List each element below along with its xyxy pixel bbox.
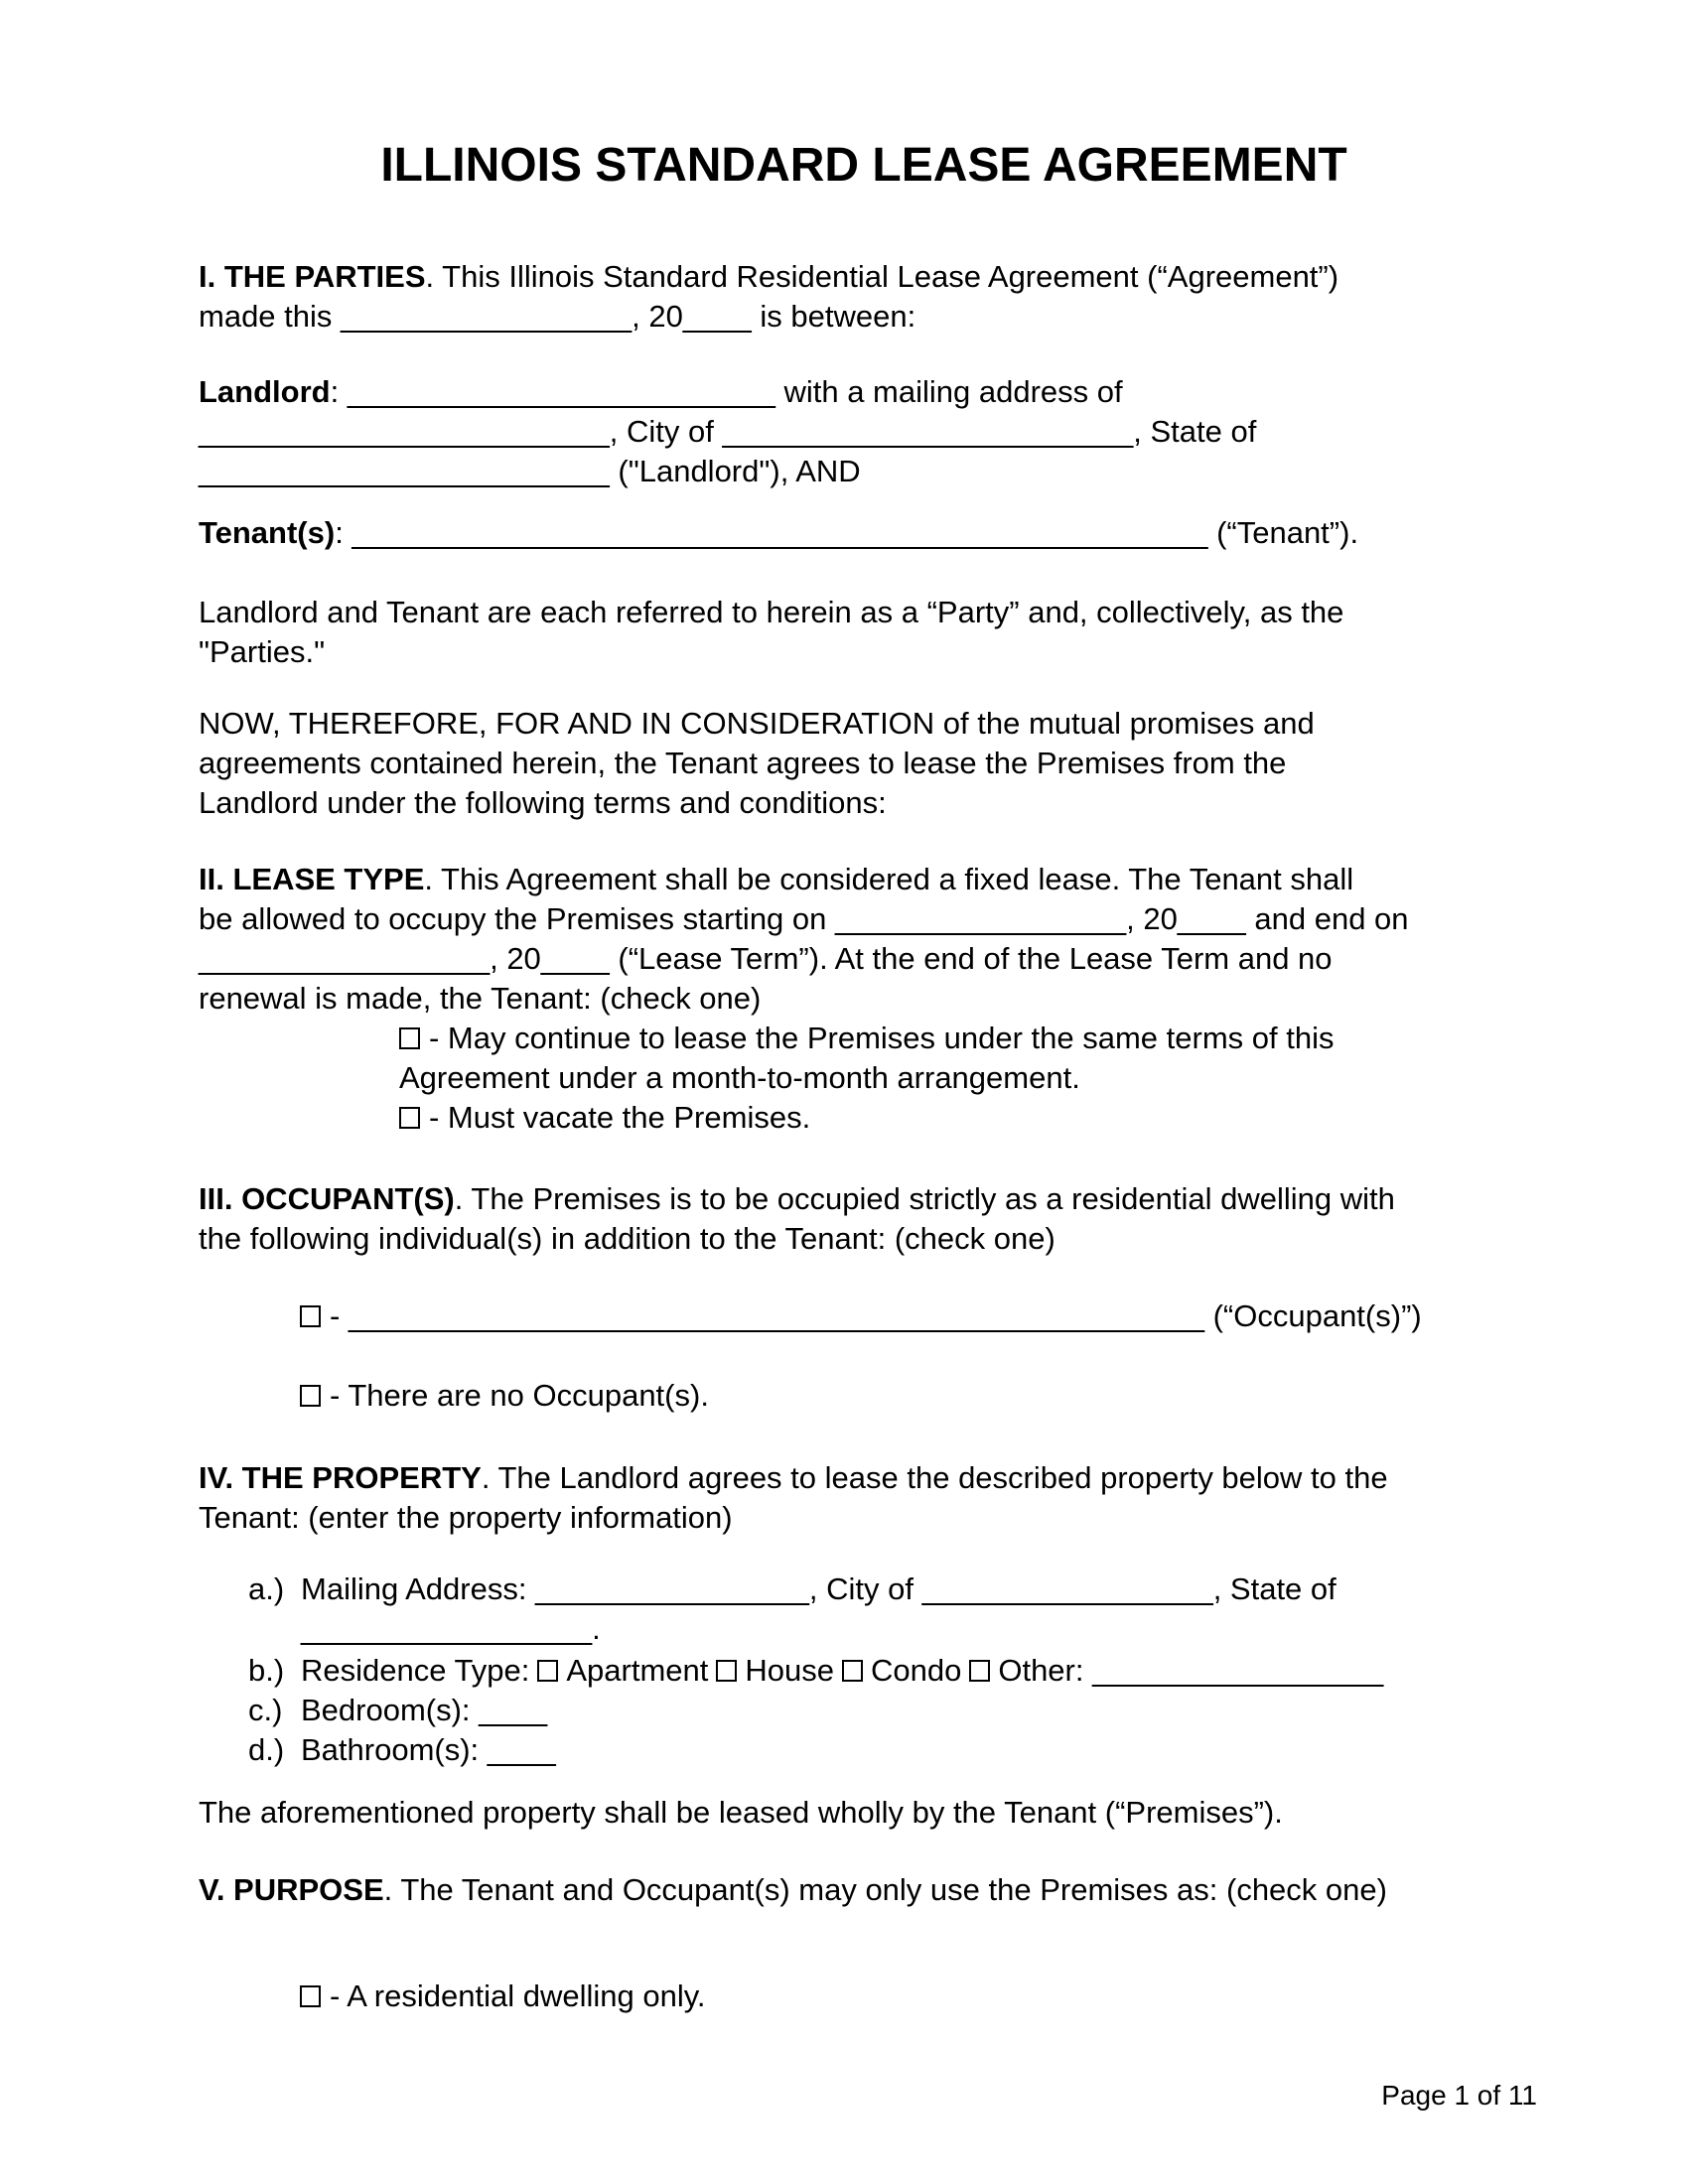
referred-clause: Landlord and Tenant are each referred to herein as a “Party” and, collectively, as the "Parties." <box>199 595 1344 669</box>
section-occupants-line-1: III. OCCUPANT(S). The Premises is to be occupied strictly as a residential dwelling with <box>199 1181 1395 1216</box>
section-parties-line-2: made this _________________, 20____ is between: <box>199 299 916 334</box>
landlord-line-2: ________________________, City of ________________________, State of <box>199 414 1257 449</box>
section-lease-type-line-1: II. LEASE TYPE. This Agreement shall be considered a fixed lease. The Tenant shall <box>199 862 1354 896</box>
property-item-mailing-address-cont: _________________. <box>301 1611 601 1646</box>
section-property: IV. THE PROPERTY. The Landlord agrees to lease the described property below to the Tenant: (enter the property information) <box>199 1458 1529 1538</box>
no-occupants-checkbox[interactable] <box>300 1385 321 1407</box>
page-number: Page 1 of 11 <box>1381 2080 1537 2111</box>
section-parties-line-1: I. THE PARTIES. This Illinois Standard Residential Lease Agreement (“Agreement”) <box>199 259 1339 294</box>
residence-apartment-checkbox[interactable] <box>537 1660 558 1682</box>
lease-option-vacate: - Must vacate the Premises. <box>399 1098 1529 1138</box>
property-item-bathrooms: d.) Bathroom(s): ____ <box>248 1730 1529 1770</box>
page-title: ILLINOIS STANDARD LEASE AGREEMENT <box>380 139 1347 192</box>
occupants-option-named: - __________________________________________________ (“Occupant(s)”) <box>300 1297 1529 1336</box>
section-lease-type: II. LEASE TYPE. This Agreement shall be considered a fixed lease. The Tenant shall be allowed to occupy the Premises starting on _________________, 20____ and end on _________________, 20____ (“Lease Term”). At the end of the Lease Term and no renewal is made, the Tenant: (check one) <box>199 860 1529 1019</box>
landlord-line-3: ________________________ ("Landlord"), AND <box>199 454 861 488</box>
section-property-heading: IV. THE PROPERTY <box>199 1460 482 1495</box>
section-purpose-line-1: V. PURPOSE. The Tenant and Occupant(s) may only use the Premises as: (check one) <box>199 1872 1387 1907</box>
section-parties <box>199 257 1529 337</box>
tenant-line-1: Tenant(s): __________________________________________________ (“Tenant”). <box>199 515 1359 550</box>
residence-other-checkbox[interactable] <box>969 1660 990 1682</box>
item-b-marker: b.) <box>248 1653 285 1688</box>
property-item-mailing-address: a.) Mailing Address: ________________, City of _________________, State of <box>248 1570 1529 1609</box>
section-lease-type-heading: II. LEASE TYPE <box>199 862 425 896</box>
occupants-option-none: - There are no Occupant(s). <box>300 1376 1529 1416</box>
residence-house-checkbox[interactable] <box>716 1660 737 1682</box>
section-purpose <box>199 1870 1529 1910</box>
section-occupants-heading: III. OCCUPANT(S) <box>199 1181 455 1216</box>
tenant-label: Tenant(s) <box>199 515 336 550</box>
property-item-bedrooms: c.) Bedroom(s): ____ <box>248 1691 1529 1730</box>
must-vacate-checkbox[interactable] <box>399 1107 420 1129</box>
named-occupants-checkbox[interactable] <box>300 1305 321 1327</box>
section-property-line-1: IV. THE PROPERTY. The Landlord agrees to lease the described property below to the <box>199 1460 1388 1495</box>
residential-dwelling-checkbox[interactable] <box>300 1985 321 2007</box>
premises-note: The aforementioned property shall be leased wholly by the Tenant (“Premises”). <box>199 1795 1283 1830</box>
item-a-marker: a.) <box>248 1571 285 1606</box>
item-d-marker: d.) <box>248 1732 285 1767</box>
item-c-marker: c.) <box>248 1693 283 1727</box>
tenant-clause <box>199 513 1529 553</box>
residence-condo-checkbox[interactable] <box>842 1660 863 1682</box>
property-item-residence-type: b.) Residence Type: Apartment House Condo Other: _________________ <box>248 1651 1529 1691</box>
consideration-clause: NOW, THEREFORE, FOR AND IN CONSIDERATION of the mutual promises and agreements contained herein, the Tenant agrees to lease the Premises from the Landlord under the following terms and conditions: <box>199 706 1315 820</box>
landlord-label: Landlord <box>199 374 331 409</box>
section-parties-heading: I. THE PARTIES <box>199 259 426 294</box>
landlord-line-1: Landlord: _________________________ with a mailing address of <box>199 374 1123 409</box>
purpose-option-residential: - A residential dwelling only. <box>300 1977 1529 2016</box>
section-occupants: III. OCCUPANT(S). The Premises is to be occupied strictly as a residential dwelling with the following individual(s) in addition to the Tenant: (check one) <box>199 1179 1529 1259</box>
lease-option-continue: - May continue to lease the Premises under the same terms of this Agreement under a month-to-month arrangement. <box>399 1021 1335 1095</box>
landlord-clause <box>199 372 1529 491</box>
continue-month-to-month-checkbox[interactable] <box>399 1027 420 1049</box>
section-purpose-heading: V. PURPOSE <box>199 1872 384 1907</box>
